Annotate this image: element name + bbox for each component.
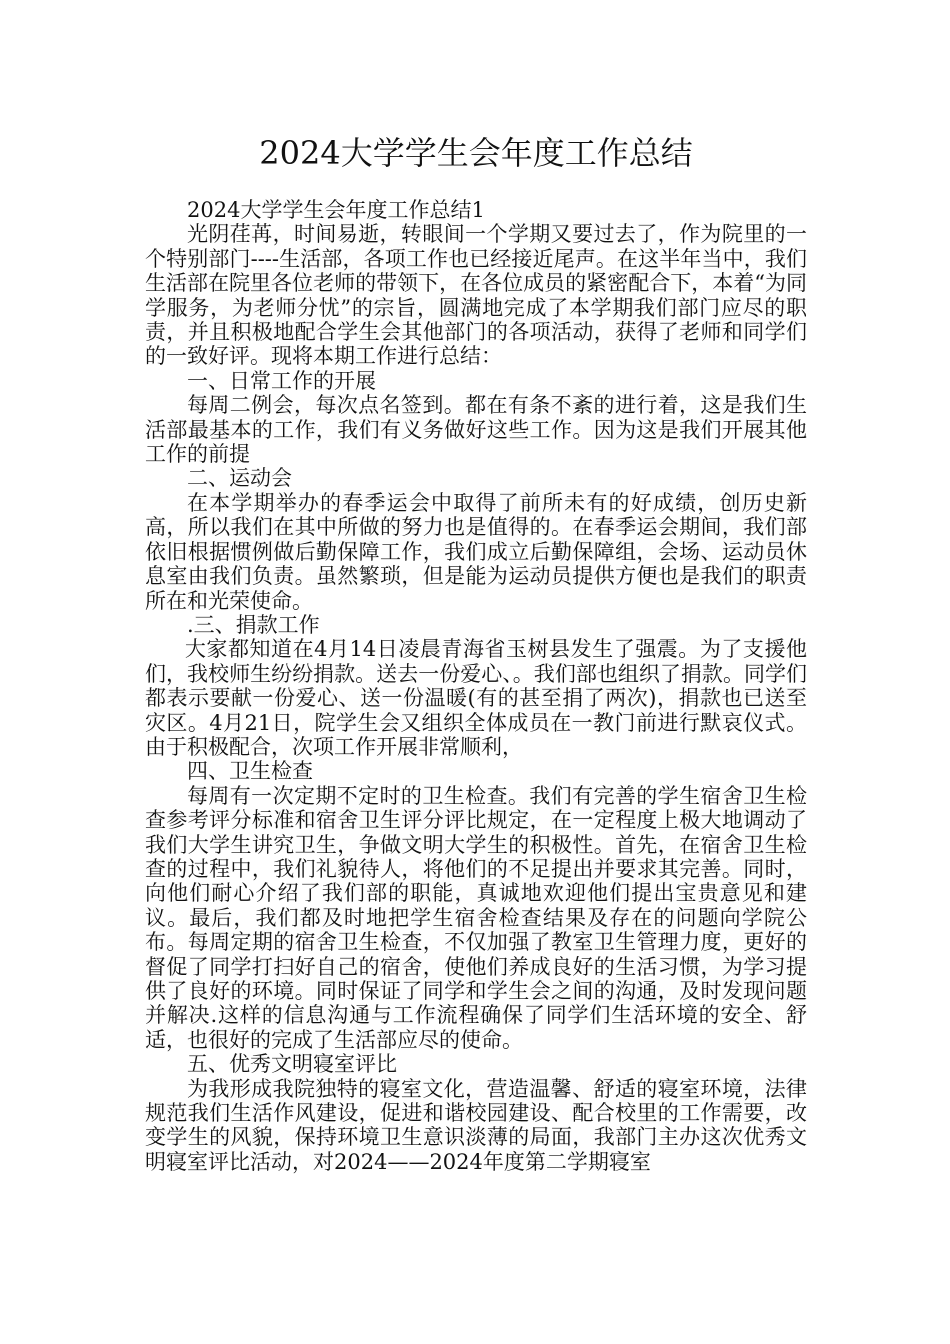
section-heading-daily-work: 一、日常工作的开展: [187, 368, 376, 393]
section-body-dorm-evaluation: 为我形成我院独特的寝室文化，营造温馨、舒适的寝室环境，法律规范我们生活作风建设，促进和谐校园建设、配合校里的工作需要，改变学生的风貌，保持环境卫生意识淡薄的局面，我部门主办这次优秀文明寝室评比活动，对2024——2024年度第二学期寝室: [145, 1076, 807, 1174]
section-heading-sports-meet: 二、运动会: [187, 466, 292, 491]
document-page: [145, 0, 807, 1174]
section-heading-dorm-evaluation: 五、优秀文明寝室评比: [187, 1052, 397, 1077]
section-body-hygiene-check: 每周有一次定期不定时的卫生检查。我们有完善的学生宿舍卫生检查参考评分标准和宿舍卫生评分评比规定，在一定程度上极大地调动了我们大学生讲究卫生，争做文明大学生的积极性。首先，在宿舍卫生检查的过程中，我们礼貌待人，将他们的不足提出并要求其完善。同时，向他们耐心介绍了我们部的职能，真诚地欢迎他们提出宝贵意见和建议。最后，我们都及时地把学生宿舍检查结果及存在的问题向学院公布。每周定期的宿舍卫生检查，不仅加强了教室卫生管理力度，更好的督促了同学打扫好自己的宿舍，使他们养成良好的生活习惯，为学习提供了良好的环境。同时保证了同学和学生会之间的沟通，及时发现问题并解决.这样的信息沟通与工作流程确保了同学们生活环境的安全、舒适，也很好的完成了生活部应尽的使命。: [145, 783, 807, 1052]
section-heading-hygiene-check: 四、卫生检查: [187, 759, 313, 784]
document-subtitle: 2024大学学生会年度工作总结1: [187, 198, 485, 222]
section-body-donation: 大家都知道在4月14日凌晨青海省玉树县发生了强震。为了支援他们，我校师生纷纷捐款。送去一份爱心、。我们部也组织了捐款。同学们都表示要献一份爱心、送一份温暖(有的甚至捐了两次)，捐款也已送至灾区。4月21日，院学生会又组织全体成员在一教门前进行默哀仪式。由于积极配合，次项工作开展非常顺利，: [145, 637, 807, 759]
section-heading-donation: .三、捐款工作: [187, 612, 320, 637]
section-body-sports-meet: 在本学期举办的春季运会中取得了前所未有的好成绩，创历史新高，所以我们在其中所做的努力也是值得的。在春季运会期间，我们部依旧根据惯例做后勤保障工作，我们成立后勤保障组，会场、运动员休息室由我们负责。虽然繁琐，但是能为运动员提供方便也是我们的职责所在和光荣使命。: [145, 490, 807, 613]
section-body-daily-work: 每周二例会，每次点名签到。都在有条不紊的进行着，这是我们生活部最基本的工作，我们有义务做好这些工作。因为这是我们开展其他工作的前提: [145, 393, 807, 467]
document-body: [145, 198, 807, 1174]
intro-paragraph: 光阴荏苒，时间易逝，转眼间一个学期又要过去了，作为院里的一个特别部门----生活部，各项工作也已经接近尾声。在这半年当中，我们生活部在院里各位老师的带领下，在各位成员的紧密配合下，本着“为同学服务，为老师分忧”的宗旨，圆满地完成了本学期我们部门应尽的职责，并且积极地配合学生会其他部门的各项活动，获得了老师和同学们的一致好评。现将本期工作进行总结：: [145, 222, 807, 369]
document-title: 2024大学学生会年度工作总结: [259, 134, 693, 172]
